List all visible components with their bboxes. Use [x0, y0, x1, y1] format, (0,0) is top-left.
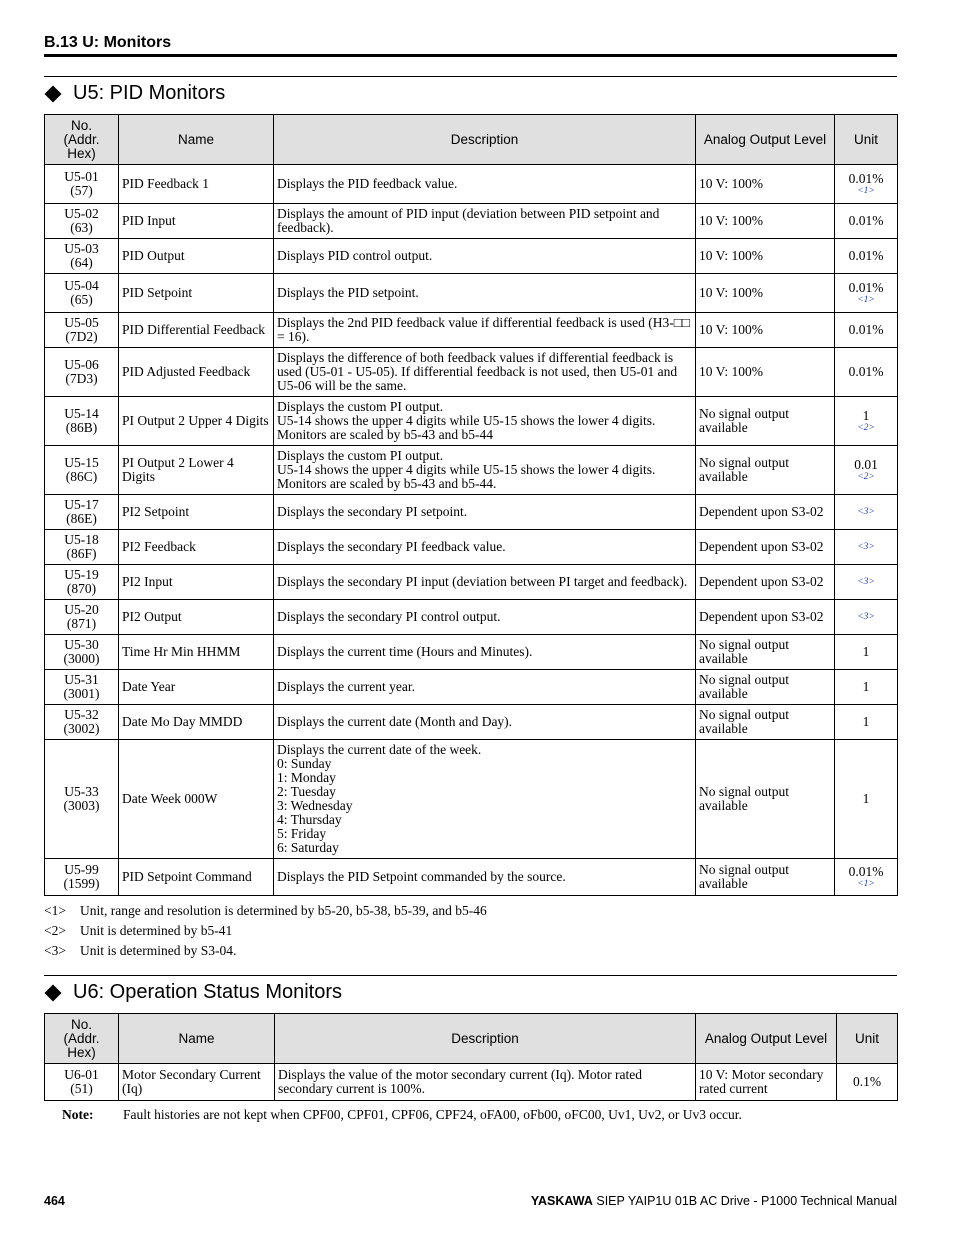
col-header-no: No. (Addr. Hex): [45, 115, 119, 165]
table-row: [45, 204, 898, 239]
table-row: [45, 446, 898, 495]
monitor-unit: [835, 740, 898, 859]
monitor-unit: [835, 239, 898, 274]
footnote-ref-link[interactable]: <3>: [857, 577, 875, 587]
footnote-mark: <3>: [44, 943, 66, 958]
unit-value: 0.01%: [848, 364, 884, 379]
monitor-description: Displays the secondary PI control output.: [274, 600, 696, 635]
table-row: [45, 705, 898, 740]
monitor-name: PI2 Feedback: [119, 530, 274, 565]
monitor-number: U5-03 (64): [45, 239, 119, 274]
analog-output-level: No signal output available: [696, 397, 835, 446]
monitor-unit: [835, 446, 898, 495]
monitor-unit: [837, 1064, 898, 1101]
table-row: [45, 239, 898, 274]
table-row: [45, 530, 898, 565]
footer-brand: YASKAWA: [530, 1194, 593, 1208]
monitor-description: Displays the 2nd PID feedback value if differential feedback is used (H3-□□ = 16).: [274, 313, 696, 348]
monitor-name: PI2 Input: [119, 565, 274, 600]
monitor-unit: [835, 397, 898, 446]
section-header: B.13 U: Monitors: [44, 34, 172, 51]
monitor-number: U5-33 (3003): [45, 740, 119, 859]
footnote-ref-link[interactable]: <3>: [857, 507, 875, 517]
monitor-description: Displays the value of the motor secondary current (Iq). Motor rated secondary current is 100%.: [275, 1064, 696, 1101]
analog-output-level: Dependent upon S3-02: [696, 530, 835, 565]
monitor-number: U5-18 (86F): [45, 530, 119, 565]
monitor-unit: [835, 274, 898, 313]
table-row: [45, 348, 898, 397]
monitor-unit: [835, 705, 898, 740]
monitor-number: U5-02 (63): [45, 204, 119, 239]
note-label: Note:: [62, 1107, 94, 1122]
monitor-unit: [835, 495, 898, 530]
monitor-name: PID Setpoint: [119, 274, 274, 313]
table-row: [45, 565, 898, 600]
u6-operation-status-table: [44, 1013, 898, 1101]
u5-top-rule: [44, 76, 897, 77]
col-header-name: Name: [119, 1014, 275, 1064]
footnote-text: Unit is determined by b5-41: [80, 923, 233, 938]
analog-output-level: 10 V: 100%: [696, 274, 835, 313]
monitor-name: PI Output 2 Lower 4 Digits: [119, 446, 274, 495]
monitor-number: U5-15 (86C): [45, 446, 119, 495]
table-row: [45, 600, 898, 635]
footnote-ref-link[interactable]: <2>: [857, 472, 875, 482]
unit-value: 0.1%: [852, 1074, 882, 1089]
monitor-description: Displays the PID setpoint.: [274, 274, 696, 313]
monitor-name: Motor Secondary Current (Iq): [119, 1064, 275, 1101]
monitor-description: Displays the secondary PI feedback value.: [274, 530, 696, 565]
analog-output-level: No signal output available: [696, 446, 835, 495]
monitor-description: Displays the current time (Hours and Minutes).: [274, 635, 696, 670]
footnote-ref-link[interactable]: <3>: [857, 612, 875, 622]
col-header-analog-output: Analog Output Level: [696, 115, 835, 165]
footnote-ref-link[interactable]: <2>: [857, 423, 875, 433]
monitor-description: Displays the secondary PI setpoint.: [274, 495, 696, 530]
col-header-name: Name: [119, 115, 274, 165]
monitor-unit: [835, 530, 898, 565]
analog-output-level: No signal output available: [696, 859, 835, 896]
monitor-number: U5-01 (57): [45, 165, 119, 204]
col-header-unit: Unit: [837, 1014, 898, 1064]
table-row: [45, 670, 898, 705]
monitor-number: U5-06 (7D3): [45, 348, 119, 397]
unit-value: 0.01%: [848, 248, 884, 263]
footnote-text: Unit is determined by S3-04.: [80, 943, 237, 958]
monitor-name: Time Hr Min HHMM: [119, 635, 274, 670]
monitor-name: PID Input: [119, 204, 274, 239]
analog-output-level: 10 V: 100%: [696, 204, 835, 239]
analog-output-level: 10 V: Motor secondary rated current: [696, 1064, 837, 1101]
col-header-unit: Unit: [835, 115, 898, 165]
unit-value: 0.01%: [848, 213, 884, 228]
monitor-name: Date Mo Day MMDD: [119, 705, 274, 740]
monitor-description: Displays the amount of PID input (deviation between PID setpoint and feedback).: [274, 204, 696, 239]
monitor-name: PID Output: [119, 239, 274, 274]
unit-value: 0.01%: [848, 171, 884, 186]
analog-output-level: Dependent upon S3-02: [696, 600, 835, 635]
u6-top-rule: [44, 975, 897, 976]
monitor-name: PID Differential Feedback: [119, 313, 274, 348]
monitor-number: U5-14 (86B): [45, 397, 119, 446]
analog-output-level: Dependent upon S3-02: [696, 495, 835, 530]
monitor-name: Date Week 000W: [119, 740, 274, 859]
monitor-unit: [835, 313, 898, 348]
monitor-name: PID Setpoint Command: [119, 859, 274, 896]
monitor-name: Date Year: [119, 670, 274, 705]
monitor-description: Displays the secondary PI input (deviation between PI target and feedback).: [274, 565, 696, 600]
unit-value: 1: [862, 714, 870, 729]
table-row: [45, 397, 898, 446]
monitor-name: PI Output 2 Upper 4 Digits: [119, 397, 274, 446]
table-header-row: [45, 1014, 898, 1064]
col-header-description: Description: [274, 115, 696, 165]
table-row: [45, 859, 898, 896]
monitor-number: U5-19 (870): [45, 565, 119, 600]
u5-section-title: [44, 82, 225, 105]
monitor-unit: [835, 565, 898, 600]
footnote-ref-link[interactable]: <3>: [857, 542, 875, 552]
table-header-row: [45, 115, 898, 165]
table-row: [45, 740, 898, 859]
note-text: Fault histories are not kept when CPF00, CPF01, CPF06, CPF24, oFA00, oFb00, oFC00, Uv1, Uv2, or Uv3 occur.: [123, 1107, 742, 1122]
monitor-description: Displays PID control output.: [274, 239, 696, 274]
page-number: 464: [44, 1194, 65, 1208]
footnote: [44, 903, 487, 923]
monitor-description: Displays the PID feedback value.: [274, 165, 696, 204]
monitor-name: PID Adjusted Feedback: [119, 348, 274, 397]
monitor-number: U5-32 (3002): [45, 705, 119, 740]
unit-value: 0.01%: [848, 280, 884, 295]
footnote-mark: <1>: [44, 903, 66, 918]
monitor-unit: [835, 204, 898, 239]
monitor-number: U5-99 (1599): [45, 859, 119, 896]
footnote-ref-link[interactable]: <1>: [857, 295, 875, 305]
table-row: [45, 313, 898, 348]
monitor-description: Displays the current date (Month and Day).: [274, 705, 696, 740]
footnote: [44, 923, 487, 943]
footnote-mark: <2>: [44, 923, 66, 938]
table-row: [45, 495, 898, 530]
monitor-unit: [835, 670, 898, 705]
u6-title-text: U6: Operation Status Monitors: [73, 981, 343, 1003]
monitor-name: PI2 Output: [119, 600, 274, 635]
diamond-bullet-icon: [45, 85, 62, 102]
table-row: [45, 1064, 898, 1101]
footnote-ref-link[interactable]: <1>: [857, 186, 875, 196]
footer-manual-text: SIEP YAIP1U 01B AC Drive - P1000 Technical Manual: [592, 1194, 897, 1208]
table-row: [45, 635, 898, 670]
unit-value: 1: [862, 791, 870, 806]
monitor-number: U6-01 (51): [45, 1064, 119, 1101]
monitor-number: U5-31 (3001): [45, 670, 119, 705]
monitor-description: Displays the difference of both feedback values if differential feedback is used (U5-01 - U5-05). If differential feedback is not used, then U5-01 and U5-06 will be the same.: [274, 348, 696, 397]
monitor-number: U5-04 (65): [45, 274, 119, 313]
table-row: [45, 274, 898, 313]
analog-output-level: No signal output available: [696, 740, 835, 859]
monitor-unit: [835, 600, 898, 635]
unit-value: 0.01: [854, 457, 878, 472]
u5-title-text: U5: PID Monitors: [73, 82, 226, 104]
col-header-description: Description: [275, 1014, 696, 1064]
footer-manual-title: [531, 1194, 897, 1208]
diamond-bullet-icon: [45, 984, 62, 1001]
unit-value: 0.01%: [848, 322, 884, 337]
note: [62, 1107, 742, 1123]
analog-output-level: Dependent upon S3-02: [696, 565, 835, 600]
analog-output-level: No signal output available: [696, 635, 835, 670]
header-rule: [44, 54, 897, 57]
col-header-analog-output: Analog Output Level: [696, 1014, 837, 1064]
table-row: [45, 165, 898, 204]
monitor-description: Displays the current year.: [274, 670, 696, 705]
u6-section-title: [44, 981, 342, 1004]
unit-value: 1: [862, 408, 870, 423]
monitor-number: U5-17 (86E): [45, 495, 119, 530]
u5-pid-monitors-table: [44, 114, 898, 896]
monitor-unit: [835, 859, 898, 896]
analog-output-level: 10 V: 100%: [696, 313, 835, 348]
monitor-unit: [835, 635, 898, 670]
monitor-description: Displays the custom PI output. U5-14 shows the upper 4 digits while U5-15 shows the lower 4 digits. Monitors are scaled by b5-43 and b5-44.: [274, 446, 696, 495]
monitor-unit: [835, 165, 898, 204]
monitor-description: Displays the custom PI output. U5-14 shows the upper 4 digits while U5-15 shows the lower 4 digits. Monitors are scaled by b5-43 and b5-44: [274, 397, 696, 446]
unit-value: 0.01%: [848, 864, 884, 879]
monitor-name: PI2 Setpoint: [119, 495, 274, 530]
footnotes: [44, 903, 487, 963]
analog-output-level: No signal output available: [696, 670, 835, 705]
monitor-number: U5-30 (3000): [45, 635, 119, 670]
analog-output-level: No signal output available: [696, 705, 835, 740]
monitor-description: Displays the current date of the week. 0: Sunday 1: Monday 2: Tuesday 3: Wednesday 4: Thursday 5: Friday 6: Saturday: [274, 740, 696, 859]
monitor-number: U5-05 (7D2): [45, 313, 119, 348]
analog-output-level: 10 V: 100%: [696, 239, 835, 274]
analog-output-level: 10 V: 100%: [696, 348, 835, 397]
unit-value: 1: [862, 679, 870, 694]
monitor-description: Displays the PID Setpoint commanded by the source.: [274, 859, 696, 896]
footnote-text: Unit, range and resolution is determined by b5-20, b5-38, b5-39, and b5-46: [80, 903, 487, 918]
footnote-ref-link[interactable]: <1>: [857, 879, 875, 889]
unit-value: 1: [862, 644, 870, 659]
monitor-unit: [835, 348, 898, 397]
analog-output-level: 10 V: 100%: [696, 165, 835, 204]
monitor-number: U5-20 (871): [45, 600, 119, 635]
col-header-no: No. (Addr. Hex): [45, 1014, 119, 1064]
monitor-name: PID Feedback 1: [119, 165, 274, 204]
footnote: [44, 943, 487, 963]
